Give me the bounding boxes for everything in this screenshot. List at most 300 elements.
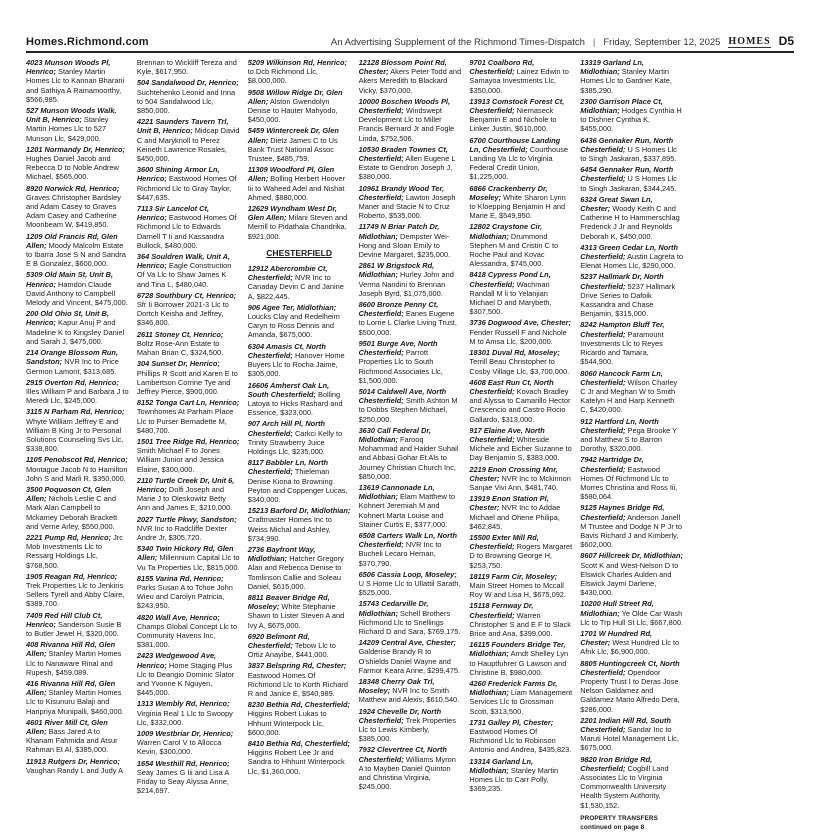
transfer-details: Eastwood Homes Of Richmond Llc to Korth Richard R and Janice E, $540,989. <box>247 670 348 698</box>
transfer-entry <box>580 369 683 415</box>
transfer-address: 1009 Westbriar Dr, Henrico; <box>136 729 234 739</box>
transfer-address: 9508 Willow Ridge Dr, Glen Allen; <box>247 87 343 106</box>
transfer-details: Austin Lagreta to Elenat Homes Llc, $290,000. <box>580 252 684 271</box>
transfer-details: Eastwood Homes Of Richmond Llc to Morres Christina and Ross Iii, $580,064. <box>580 464 678 502</box>
transfer-address: 1313 Wembly Rd, Henrico; <box>136 699 230 709</box>
site-name[interactable]: Homes.Richmond.com <box>26 36 149 48</box>
transfer-address: 4023 Munson Woods Pl, Henrico; <box>26 58 111 77</box>
transfer-entry <box>26 718 129 755</box>
transfer-address: 1905 Reagan Rd, Henrico; <box>26 571 118 581</box>
transfer-address: 10961 Brandy Wood Ter, Chesterfield; <box>358 183 444 202</box>
column-1 <box>26 58 129 832</box>
transfer-entry <box>359 97 462 143</box>
transfer-address: 8920 Norwick Rd, Henrico; <box>26 183 120 193</box>
transfer-address: 13913 Comstock Forest Ct, Chesterfield; <box>469 96 565 116</box>
transfer-details: Opendoor Property Trust I to Deras Jose Nelson Galdamez and Galdamez Mario Alfredo Dera, $286,000. <box>580 667 680 714</box>
transfer-details: Sanderson Susie B to Butler Jewel H, $320,000. <box>26 619 122 638</box>
transfer-details: Warren Christopher S and E F to Slack Brice and Ana, $399,000. <box>469 610 571 638</box>
transfer-details: Home Staging Plus Llc to Deangio Dominic Slator and Yvonne K Nguyen, $445,000. <box>136 660 235 698</box>
transfer-details: Windswept Development Llc to Miller Francis Bernard Jr and Fogle Linda, $752,506. <box>358 106 455 143</box>
transfer-entry <box>580 320 683 366</box>
column-4 <box>359 58 462 832</box>
transfer-entry <box>248 165 351 202</box>
section-heading: CHESTERFIELD <box>266 247 333 258</box>
transfer-address: 13619 Cannonade Ln, Midlothian; <box>358 482 435 502</box>
transfer-details: Sandar Inc to Maruti Hotel Management Llc, $675,000. <box>580 725 679 753</box>
homes-section-logo: HOMES <box>728 36 771 47</box>
transfer-details: White Sharon Lynn to Kloepping Benjamin H and Marie E, $549,950. <box>469 192 566 221</box>
transfer-address: 416 Rivanna Hill Rd, Glen Allen; <box>26 679 116 698</box>
page-header <box>26 26 794 53</box>
transfer-entry <box>469 58 572 95</box>
transfer-entry <box>26 679 129 716</box>
transfer-address: 12128 Blossom Point Rd, Chester; <box>358 58 447 77</box>
transfer-address: 2861 W Brigstock Rd, Midlothian; <box>358 261 435 280</box>
transfer-details: Townhomes At Parham Place Llc to Purser Bernadette M, $480,700. <box>136 407 234 435</box>
transfer-details: Woody Keith C and Catherine H to Hammerschlag Frederick J Jr and Reynolds Deborah K, $450,000. <box>580 204 680 241</box>
transfer-details: Parks Susan A to Tchoe John Wieu and Carolyn Patricia, $243,950. <box>136 582 233 611</box>
transfer-details: Dempster Wei-Hong and Sloan Emily to Devine Margaret, $235,000. <box>358 231 451 260</box>
transfer-details: Stanley Martin Homes Llc to Kannan Bharani and Sathiya A Ramamoorthy, $566,985. <box>26 67 125 104</box>
transfer-address: 3115 N Parham Rd, Henrico; <box>26 407 125 417</box>
transfer-address: 12912 Abercrombie Ct, Chesterfield; <box>247 264 328 283</box>
transfer-details: Graves Christopher Bardsley and Adam Casey to Graves Adam Casey and Catherine Moonbeam W, $419,850. <box>26 192 121 230</box>
transfer-entry <box>26 348 129 376</box>
transfer-address: 5309 Old Main St, Unit B, Henrico; <box>26 270 114 289</box>
transfer-details: Seay James G Iii and Lisa A Friday to Seay Alyssa Anne, $214,697. <box>136 767 229 796</box>
transfer-details: Lainez Edwin to Samayoa Investments Llc, $350,000. <box>469 67 569 95</box>
transfer-entry <box>469 718 572 755</box>
transfer-details: Higgins Robert Lee Jr and Sandra to Hhhunt Winterpock Llc, $1,360,000. <box>247 748 345 776</box>
transfer-details: Elam Matthew to Kohnert Jeremiah M and Kohnert Marta Louise and Stainer Curtis E, $377,000. <box>358 492 456 529</box>
column-6 <box>580 58 683 832</box>
transfer-address: 6506 Cassia Loop, Moseley; <box>358 569 457 579</box>
transfer-entry <box>359 677 462 705</box>
transfer-details: Hamdon Claude David Anthony to Campbell Melody and Vincent, $475,000. <box>26 279 128 308</box>
transfer-address: 15118 Fernway Dr, Chesterfield; <box>469 601 534 620</box>
transfer-entry <box>469 270 572 316</box>
continued-note: PROPERTY TRANSFERS continued on page 8 <box>580 814 658 832</box>
transfer-address: 1731 Galley Pl, Chester; <box>469 717 554 727</box>
transfer-details: NVR Inc to Canaday Devin C and Janine A, $822,445. <box>247 273 344 301</box>
transfer-entry <box>26 572 129 609</box>
transfer-details: Dolfi Joseph and Marie J to Oleskowitz Betty Ann and James E, $210,000. <box>136 484 233 513</box>
transfer-entry <box>248 661 351 698</box>
transfer-details: Boltz Rose-Ann Estate to Mahan Brian C, $324,500. <box>136 338 224 358</box>
transfer-entry <box>137 729 240 757</box>
transfer-entry <box>248 739 351 776</box>
transfer-details: Trek Properties Llc to Jenkins Sellers Tyrell and Abby Claire, $389,700. <box>26 580 125 609</box>
transfer-address: 4608 East Run Ct, North Chesterfield; <box>469 377 554 396</box>
transfer-details: Alston Gwendolyn Denise to Hauter Mahyodo, $450,000. <box>247 96 338 125</box>
transfer-address: 6436 Gennaker Run, North Chesterfield; <box>580 135 674 154</box>
transfer-address: 5237 Hallmark Dr, North Chesterfield; <box>580 272 664 291</box>
transfer-address: 3736 Dogwood Ave, Chester; <box>469 318 571 328</box>
transfer-entry <box>359 387 462 424</box>
transfer-address: 18301 Duval Rd, Moseley; <box>469 348 560 358</box>
transfer-address: 907 Arch Hill Pl, North Chesterfield; <box>247 419 326 438</box>
transfer-address: 16115 Founders Bridge Ter, Midlothian; <box>469 640 566 659</box>
transfer-entry <box>359 745 462 791</box>
transfer-details: Hanover Home Buyers Llc to Rocha Jaime, $305,000. <box>247 350 345 379</box>
transfer-entry <box>26 640 129 677</box>
transfer-entry <box>580 716 683 753</box>
transfer-entry <box>469 601 572 638</box>
transfer-address: 4221 Saunders Tavern Trl, Unit B, Henrico; <box>136 117 229 136</box>
transfer-details: Millennium Capital Llc to Vu Ta Properties Llc, $815,000. <box>136 553 240 572</box>
transfer-entry <box>469 136 572 182</box>
transfer-address: 5459 Wintercreek Dr, Glen Allen; <box>247 126 339 145</box>
transfer-details: NVR Inc to Addae Michael and Ohene Philipa, $462,845. <box>469 503 561 531</box>
transfer-entry <box>26 270 129 307</box>
transfer-details: White Stephanie Shawn to Lister Steven A and Ivy A, $675,000. <box>247 602 345 630</box>
transfer-details: Farooq Mohammad and Haider Suhail and Abbasi Gohar Et Als to Journey Christian Church Inc, $850,000. <box>358 434 459 481</box>
transfer-details: NVR Inc to Radcliffe Dexter Andre Jr, $305,720. <box>136 523 228 542</box>
transfer-entry <box>580 58 683 95</box>
transfer-address: 10000 Boschen Woods Pl, Chesterfield; <box>358 96 451 116</box>
column-2 <box>137 58 240 832</box>
transfer-address: 8418 Cypress Pond Ln, Chesterfield; <box>469 270 551 289</box>
transfer-details: Eanes Eugene to Lorrie L Clarke Living Trust, $500,000. <box>358 309 457 337</box>
transfer-entry <box>359 58 462 95</box>
transfer-address: 13314 Garland Ln, Midlothian; <box>469 756 534 775</box>
column-3 <box>248 58 351 832</box>
transfer-entry <box>469 348 572 376</box>
transfer-address: 2611 Stoney Ct, Henrico; <box>136 329 224 339</box>
transfer-entry <box>469 318 572 346</box>
transfer-details: Schell Brothers Richmond Llc to Snellings Richard D and Sara, $769,175. <box>358 608 461 636</box>
property-transfer-columns <box>26 58 794 832</box>
transfer-details: Loucks Clay and Redelheim Caryn to Ross Dennis and Amanda, $675,000. <box>247 312 340 340</box>
transfer-entry <box>26 232 129 269</box>
transfer-address: 7409 Red Hill Club Ct, Henrico; <box>26 610 103 629</box>
transfer-address: 15213 Barford Dr, Midlothian; <box>247 506 351 516</box>
transfer-details: Smith Michael F to Jones William Junior and Jessica Elaine, $300,000. <box>136 446 224 474</box>
transfer-details: Niemaseck Benjamin E and Nichole to Linker Justin, $610,000. <box>469 106 557 134</box>
transfer-entry <box>248 632 351 660</box>
transfer-entry <box>248 204 351 241</box>
transfer-details: Arndt Shelley Lyn to Hauptfuhrer G Lawson and Christine B, $980,000. <box>469 649 569 677</box>
transfer-details: Brennan to Wickliff Tereza and Kyle, $617,950. <box>136 58 237 77</box>
transfer-details: NVR Inc to Mckinnon Sanjae Vivi Ann, $481,740. <box>469 473 571 492</box>
transfer-address: 9501 Burge Ave, North Chesterfield; <box>358 338 438 358</box>
transfer-details: Hodges Cynthia H to Dishner Cynthia K, $455,000. <box>580 106 682 134</box>
transfer-entry <box>26 533 129 570</box>
transfer-address: 2300 Garrison Place Ct, Midlothian; <box>580 96 663 116</box>
transfer-details: Phillips R Scott and Karen E to Lambertson Corrine Tye and Jeffrey Pierce, $900,000. <box>136 368 238 396</box>
transfer-details: Virginia Real 1 Llc to Swoopy Llc, $332,000. <box>136 708 233 727</box>
transfer-details: Paramount Investments Llc to Reyes Ricardo and Tamara, $544,900. <box>580 329 664 367</box>
transfer-entry <box>26 309 129 346</box>
transfer-address: 504 Sandalwood Dr, Henrico; <box>136 78 239 88</box>
transfer-details: Hughes Daniel Jacob and Rebecca D to Noble Andrew Michael, $565,000. <box>26 154 119 182</box>
transfer-entry <box>580 136 683 164</box>
transfer-address: 364 Souldren Walk, Unit A, Henrico; <box>136 252 231 271</box>
transfer-address: 1209 Old Francis Rd, Glen Allen; <box>26 231 118 250</box>
transfer-details: Dietz James C to Us Bank Trust National Assoc Trustee, $485,759. <box>247 135 338 164</box>
transfer-details: Drummond Stephen M and Cristin C to Roche Paul and Kovac Alessandra, $745,000. <box>469 231 559 269</box>
transfer-details: Tebow Llc to Ortiz Anayibe, $441,000. <box>247 640 336 660</box>
transfer-address: 11913 Rutgers Dr, Henrico; <box>26 756 120 766</box>
transfer-address: 5014 Caldwell Ave, North Chesterfield; <box>358 386 447 406</box>
transfer-entry <box>248 458 351 504</box>
transfer-address: 3837 Belspring Rd, Chester; <box>247 661 347 671</box>
transfer-entry <box>580 503 683 549</box>
transfer-entry <box>580 659 683 714</box>
transfer-entry <box>359 300 462 337</box>
transfer-address: 18348 Cherry Oak Trl, Moseley; <box>358 677 435 696</box>
transfer-address: 2219 Enon Crossing Mnr, Chester; <box>469 464 558 483</box>
transfer-address: 4601 River Mill Ct, Glen Allen; <box>26 717 108 737</box>
transfer-entry <box>248 126 351 163</box>
transfer-address: 8600 Bronze Penny Ct, Chesterfield; <box>358 300 439 319</box>
transfer-details: West Hundred Llc to Afnk Llc, $6,900,000. <box>580 638 680 657</box>
transfer-details: U S Home Llc to Ullattil Sarath, $525,000. <box>358 578 461 598</box>
transfer-address: 6324 Great Swan Ln, Chester; <box>580 194 653 214</box>
transfer-address: 10200 Hull Street Rd, Midlothian; <box>580 599 654 618</box>
transfer-address: 2423 Wedgewood Ave, Henrico; <box>136 651 217 670</box>
transfer-address: 6304 Amasis Ct, North Chesterfield; <box>247 341 326 360</box>
transfer-address: 3600 Shining Armor Ln, Henrico; <box>136 165 220 184</box>
transfer-details: Hatcher Gregory Alan and Rebecca Denise to Tomlinson Callie and Soleau Daniel, $615,000. <box>247 554 344 591</box>
transfer-address: 3500 Poquoson Ct, Glen Allen; <box>26 484 112 504</box>
transfer-address: 1654 Westhill Rd, Henrico; <box>136 758 230 768</box>
transfer-details: Jrc Mob Investments Llc to Ressarg Holdings Llc, $768,500. <box>26 532 123 570</box>
transfer-entry <box>469 97 572 134</box>
transfer-address: 1924 Chevelle Dr, North Chesterfield; <box>358 706 442 725</box>
transfer-address: 6728 Southbury Ct, Henrico; <box>136 290 237 300</box>
transfer-entry <box>469 494 572 531</box>
transfer-details: Higgins Robert Lukas to Hhhunt Winterpock Llc, $600,000. <box>247 709 327 737</box>
transfer-entry <box>580 195 683 241</box>
transfer-details: U S Homes Llc to Singh Jaskaran, $344,245. <box>580 174 677 193</box>
transfer-address: 6508 Carters Walk Ln, North Chesterfield; <box>358 530 458 550</box>
transfer-address: 214 Orange Blossom Run, Sandston; <box>26 348 118 367</box>
transfer-address: 2736 Bayfront Way, Midlothian; <box>247 544 316 564</box>
transfer-entry <box>137 117 240 163</box>
transfer-entry <box>137 204 240 250</box>
transfer-entry <box>469 640 572 677</box>
transfer-address: 12802 Craystone Cir, Midlothian; <box>469 222 543 241</box>
transfer-address: 9125 Haynes Bridge Rd, Chesterfield; <box>580 503 665 522</box>
transfer-entry <box>137 476 240 513</box>
transfer-address: 16606 Amherst Oak Ln, South Chesterfield; <box>247 380 330 399</box>
transfer-entry <box>469 222 572 268</box>
transfer-details: Liam Management Services Llc to Grossman Scott, $313,500. <box>469 688 573 716</box>
transfer-address: 11309 Woodford Pl, Glen Allen; <box>247 165 335 184</box>
transfer-details: U S Homes Llc to Singh Jaskaran, $337,895. <box>580 144 677 164</box>
transfer-details: NVR Inc to Price Germon Lamont, $313,685. <box>26 357 119 376</box>
transfer-entry <box>359 599 462 636</box>
transfer-entry <box>137 759 240 796</box>
transfer-details: Scott K and West-Nelson D to Elswick Charles Aulden and Elswick Jaymi Darlene, $430,000. <box>580 560 679 598</box>
transfer-details: Akers Peter Todd and Akers Meredith to Blackard Vicky, $370,000. <box>358 67 462 95</box>
transfer-entry <box>580 629 683 657</box>
transfer-address: 7113 Sir Lancelot Ct, Henrico; <box>136 204 209 223</box>
transfer-entry <box>248 593 351 630</box>
transfer-entry <box>469 184 572 221</box>
transfer-entry <box>248 506 351 543</box>
transfer-address: 200 Old Ohio St, Unit B, Henrico; <box>26 309 109 328</box>
transfer-details: Thieleman Denise Kiona to Browning Peyton and Coppenger Lucas, $340,000. <box>247 467 348 504</box>
transfer-entry <box>26 455 129 483</box>
issue-date: Friday, September 12, 2025 <box>603 37 721 48</box>
transfer-details: Whyte William Jeffrey E and William B King Jr to Personal Solutions Counseling Svs Llc, $338,800. <box>26 416 124 454</box>
transfer-entry <box>26 611 129 639</box>
transfer-entry <box>248 88 351 125</box>
column-5 <box>469 58 572 832</box>
transfer-entry <box>137 398 240 435</box>
transfer-entry <box>137 330 240 358</box>
transfer-address: 7942 Hartridge Dr, Chesterfield; <box>580 455 644 474</box>
transfer-address: 8155 Varina Rd, Henrico; <box>136 573 224 583</box>
transfer-entry <box>359 570 462 598</box>
transfer-address: 8607 Hillcreek Dr, Midlothian; <box>580 551 683 561</box>
transfer-details: NVR Inc to Smith Matthew and Alexis, $610,540. <box>358 686 460 705</box>
transfer-entry <box>580 455 683 501</box>
transfer-entry <box>580 599 683 627</box>
transfer-address: 12629 Wyndham West Dr, Glen Allen; <box>247 204 337 223</box>
transfer-entry <box>469 426 572 463</box>
transfer-details: Wachman Randall M li to Yelanjian Michael D and Marybeth, $307,500. <box>469 279 552 317</box>
transfer-address: 1201 Normandy Dr, Henrico; <box>26 144 125 154</box>
transfer-entry <box>26 407 129 453</box>
transfer-details: Montague Jacob N to Hamilton John S and Marli R, $350,000. <box>26 464 128 483</box>
transfer-details: Galderise Brandy R to O'shields Daniel Wayne and Farmor Keara Anne, $299,475. <box>358 647 461 675</box>
transfer-details: Eastwood Homes Of Richmond Llc to Edwards Darnell T Ii and Kassandra Bullock, $480,000. <box>136 213 237 250</box>
transfer-address: 11749 N Briar Patch Dr, Midlothian; <box>358 222 440 241</box>
transfer-entry <box>359 222 462 259</box>
transfer-entry <box>469 378 572 424</box>
transfer-entry <box>359 483 462 529</box>
transfer-address: 6920 Belmont Rd, Chesterfield; <box>247 631 310 650</box>
transfer-details: Terrill Beau Christopher to Cosby Village Llc, $3,700,000. <box>469 357 570 376</box>
transfer-entry <box>248 264 351 301</box>
transfer-details: Bass Jared A to Khanam Fahmida and Atsur Rahman Et Al, $385,000. <box>26 727 118 755</box>
transfer-details: Fender Russell F and Nichole M to Amsa Llc, $200,000. <box>469 327 567 346</box>
transfer-details: Main Street Homes to Mccall Roy W and Lisa H, $675,092. <box>469 580 566 600</box>
transfer-entry <box>137 291 240 328</box>
transfer-address: 14209 Central Ave, Chester; <box>358 638 457 648</box>
transfer-details: Stanley Martin Homes Llc to Nanaware Rinal and Rupesh, $459,089. <box>26 649 122 677</box>
transfer-entry <box>359 145 462 182</box>
transfer-details: Illes William P and Barbara J to Meredi Llc, $245,000. <box>26 386 129 406</box>
transfer-entry <box>359 531 462 568</box>
transfer-address: 8230 Bethia Rd, Chesterfield; <box>247 700 350 710</box>
transfer-entry <box>359 638 462 675</box>
transfer-entry <box>580 165 683 193</box>
transfer-entry <box>580 755 683 810</box>
transfer-entry <box>359 184 462 221</box>
transfer-entry <box>137 651 240 697</box>
transfer-entry <box>359 261 462 298</box>
transfer-details: Stanley Martin Homes Llc to Kisunuru Balaji and Haripriya Munipalli, $460,000. <box>26 688 124 716</box>
transfer-address: 8242 Hampton Bluff Ter, Chesterfield; <box>580 320 665 339</box>
page-number: D5 <box>778 34 794 48</box>
transfer-details: Sfr Ii Borrower 2021-3 Llc to Dortch Keisha and Jeffrey, $346,800. <box>136 300 229 328</box>
transfer-address: 9820 Iron Bridge Rd, Chesterfield; <box>580 754 653 773</box>
transfer-entry <box>580 417 683 454</box>
transfer-entry <box>359 339 462 385</box>
transfer-entry <box>469 757 572 794</box>
transfer-entry <box>469 679 572 716</box>
transfer-address: 906 Agee Ter, Midlothian; <box>247 302 337 312</box>
transfer-entry <box>137 515 240 543</box>
transfer-entry <box>137 544 240 572</box>
transfer-entry <box>359 426 462 481</box>
transfer-address: 9701 Coalboro Rd, Chesterfield; <box>469 58 535 77</box>
transfer-entry <box>248 700 351 737</box>
transfer-address: 15743 Cedarville Dr, Midlothian; <box>358 599 429 618</box>
transfer-details: Warren Carol V to Allocca Kevin, $300,000. <box>136 738 222 757</box>
transfer-address: 2110 Turtle Creek Dr, Unit 6, Henrico; <box>136 475 235 494</box>
transfer-entry <box>248 419 351 456</box>
transfer-address: 304 Sunset Dr, Henrico; <box>136 359 220 369</box>
transfer-address: 6700 Courthouse Landing Ln, Chesterfield; <box>469 135 561 154</box>
transfer-address: 4313 Green Cedar Ln, North Chesterfield; <box>580 242 679 262</box>
transfer-details: Suchtehenko Leonid and Irina to 504 Sandalwood Llc, $850,000. <box>136 87 236 116</box>
transfer-details: Stanley Martin Homes Llc to 527 Munson Llc, $429,000. <box>26 115 109 143</box>
transfer-details: Trek Properties Llc to Lewis Kimberly, $385,000. <box>358 715 456 744</box>
transfer-details: Stanley Martin Homes Llc to Carr Polly, $369,235. <box>469 765 559 794</box>
transfer-details: NVR Inc to Bucheli Lecaro Hernan, $370,790. <box>358 540 442 568</box>
transfer-entry <box>26 184 129 230</box>
transfer-details: Ye Olde Car Wash Llc to Trp Hull St Llc, $667,800. <box>580 608 683 627</box>
transfer-address: 8060 Hancock Farm Ln, Chesterfield; <box>580 368 663 387</box>
transfer-details: Eagle Construction Of Va Llc to Shaw James K and Tina L, $480,040. <box>136 261 232 289</box>
transfer-address: 13919 Enon Station Pl, Chester; <box>469 494 549 513</box>
transfer-address: 527 Munson Woods Walk, Unit B, Henrico; <box>26 106 117 125</box>
transfer-entry <box>248 342 351 379</box>
transfer-address: 1501 Tree Ridge Rd, Henrico; <box>136 436 240 446</box>
transfer-address: 2201 Indian Hill Rd, South Chesterfield; <box>580 715 672 735</box>
transfer-address: 4820 Wall Ave, Henrico; <box>136 612 220 622</box>
transfer-details: Bolling Latoya to Hicks Rashard and Essence, $323,000. <box>247 389 343 418</box>
transfer-entry <box>248 58 351 86</box>
transfer-address: 6866 Crackenberry Dr, Moseley; <box>469 183 548 202</box>
transfer-details: Rogers Margaret D to Browning George H, $253,750. <box>469 542 573 570</box>
transfer-details: Midcap David C and Maryknoll to Perez Keineth Lawrence Rosales, $450,000. <box>136 126 240 164</box>
transfer-details: Anderson Janell M Trustee and Dodge N P Jr to Bavis Richard J and Kimberly, $602,000. <box>580 512 683 550</box>
transfer-details: Kapur Anuj P and Madeline K to Kingsley Daniel and Sarah J, $475,000. <box>26 318 125 346</box>
transfer-details: Bolling Herbert Hoover Iii to Waheed Adel and Nishat Ahmed, $880,000. <box>247 174 346 202</box>
transfer-address: 2221 Pump Rd, Henrico; <box>26 532 112 542</box>
transfer-details: Cogbill Land Associates Llc to Virginia Commonwealth University Health System Authority, $1,530,152. <box>580 763 669 810</box>
transfer-details: Champs Global Concept Llc to Community Havens Inc, $381,000. <box>136 621 238 650</box>
transfer-address: 10530 Braden Townes Ct, Chesterfield; <box>358 144 448 164</box>
transfer-address: 18119 Farm Cir, Moseley; <box>469 571 558 581</box>
transfer-entry <box>26 145 129 182</box>
transfer-details: Courthouse Landing Va Llc to Virginia Federal Credit Union, $1,225,000. <box>469 144 569 182</box>
transfer-address: 1105 Penobscot Rd, Henrico; <box>26 455 128 465</box>
transfer-entry <box>580 97 683 134</box>
transfer-entry <box>137 699 240 727</box>
transfer-entry <box>469 572 572 600</box>
transfer-entry <box>137 58 240 76</box>
transfer-address: 1701 W Hundred Rd, Chester; <box>580 628 653 648</box>
header-right <box>331 34 794 48</box>
transfer-entry <box>137 252 240 289</box>
transfer-details: Kovach Bradley and Alyssa to Camarillo Hector Crescencio and Castro Rocio Gallardo, $313,000. <box>469 386 571 424</box>
transfer-entry <box>137 78 240 115</box>
transfer-address: 8117 Babbler Ln, North Chesterfield; <box>247 458 329 477</box>
transfer-address: 8152 Tonga Cart Ln, Henrico; <box>136 398 240 408</box>
transfer-details: Eastwood Homes Of Richmond Llc to Robinson Antonio and Andrea, $435,823. <box>469 727 572 755</box>
transfer-details: Stanley Martin Homes Llc to Gardner Kate, $385,290. <box>580 67 672 95</box>
transfer-details: Whiteside Michele and Eicher Suzanne to Day Benjamin S, $383,000. <box>469 434 572 463</box>
transfer-address: 3630 Call Federal Dr, Midlothian; <box>358 425 431 444</box>
column-7 <box>691 58 794 832</box>
